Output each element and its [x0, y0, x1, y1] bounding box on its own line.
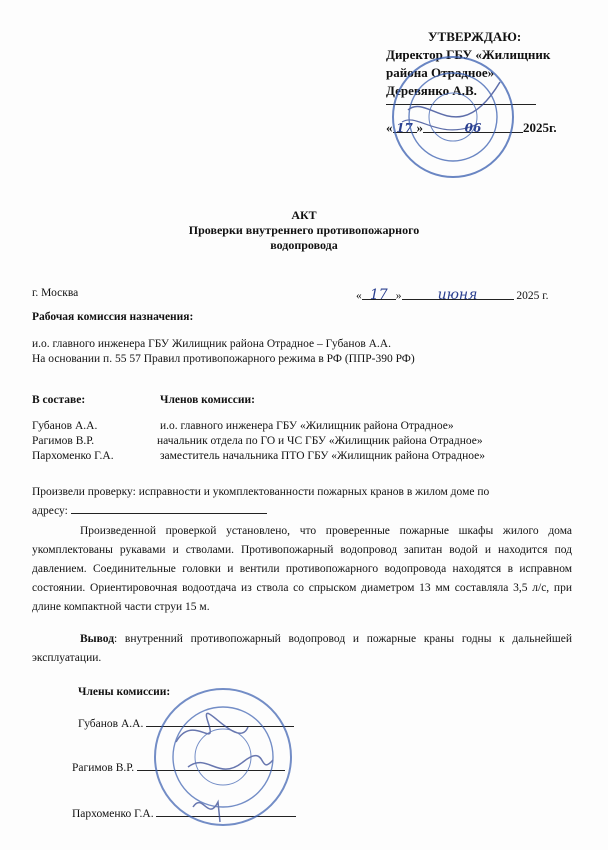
signature-name: Губанов А.А.	[78, 718, 144, 730]
address-label: адресу:	[32, 505, 68, 517]
approval-heading: УТВЕРЖДАЮ:	[428, 29, 522, 44]
act-date-year: 2025 г.	[516, 290, 549, 302]
act-title-line-3: водопровода	[270, 238, 338, 252]
inspection-line-1: Произвели проверку: исправности и укомплектованности пожарных кранов в жилом доме по	[32, 486, 490, 498]
member-name: Рагимов В.Р.	[32, 435, 95, 447]
inspection-body: Произведенной проверкой установлено, что проверенные пожарные шкафы жилого дома укомплектованы рукавами и стволами. Противопожарный водопровод запитан водой и находится под давлением. Соединительные головки и вентили противопожарного водопровода находятся в исправном состоянии. Ориентировочная водоотдача из ствола со спрыском диаметром 13 мм составляла 3,5 л/с, при длине компактной части струи 15 м.	[32, 525, 572, 613]
approval-date-month: 06	[464, 121, 482, 135]
organization-stamp-bottom	[148, 682, 298, 832]
commission-line-1: и.о. главного инженера ГБУ Жилищник района Отрадное – Губанов А.А.	[32, 338, 391, 350]
act-date	[356, 287, 549, 302]
signature-name: Рагимов В.Р.	[72, 762, 135, 774]
composition-label: В составе:	[32, 394, 86, 406]
act-title	[0, 208, 608, 253]
act-date-close: »	[395, 290, 402, 302]
conclusion	[32, 630, 572, 668]
commission-line-2: На основании п. 55 57 Правил противопожарного режима в РФ (ППР-390 РФ)	[32, 353, 415, 365]
conclusion-text: : внутренний противопожарный водопровод и пожарные краны годны к дальнейшей эксплуатации.	[32, 633, 572, 664]
signature-name: Пархоменко Г.А.	[72, 808, 154, 820]
member-position: и.о. главного инженера ГБУ «Жилищник района Отрадное»	[160, 420, 454, 432]
signatures-heading: Члены комиссии:	[78, 686, 171, 698]
act-date-open: «	[356, 290, 362, 302]
approval-date-day: 17	[396, 121, 413, 135]
approval-line-2: района Отрадное»	[386, 65, 495, 80]
approval-date-open: «	[386, 120, 393, 135]
city: г. Москва	[32, 287, 79, 299]
member-name: Губанов А.А.	[32, 420, 98, 432]
conclusion-label: Вывод	[80, 633, 115, 645]
act-date-day: 17	[369, 287, 388, 303]
members-label: Членов комиссии:	[160, 394, 255, 406]
approval-date-year: 2025г.	[523, 120, 557, 135]
act-title-line-2: Проверки внутреннего противопожарного	[188, 223, 420, 237]
approval-line-3: Деревянко А.В.	[386, 83, 477, 98]
member-position: начальник отдела по ГО и ЧС ГБУ «Жилищник района Отрадное»	[157, 435, 483, 447]
act-title-line-1: АКТ	[291, 208, 317, 222]
address-blank	[71, 501, 267, 514]
approval-date-close: »	[416, 120, 423, 135]
act-date-month: июня	[437, 287, 478, 303]
organization-stamp-top	[388, 52, 518, 182]
address-row	[32, 501, 267, 517]
approval-line-1: Директор ГБУ «Жилищник	[386, 47, 551, 62]
member-name: Пархоменко Г.А.	[32, 450, 114, 462]
member-position: заместитель начальника ПТО ГБУ «Жилищник района Отрадное»	[160, 450, 485, 462]
commission-heading: Рабочая комиссия назначения:	[32, 311, 194, 323]
